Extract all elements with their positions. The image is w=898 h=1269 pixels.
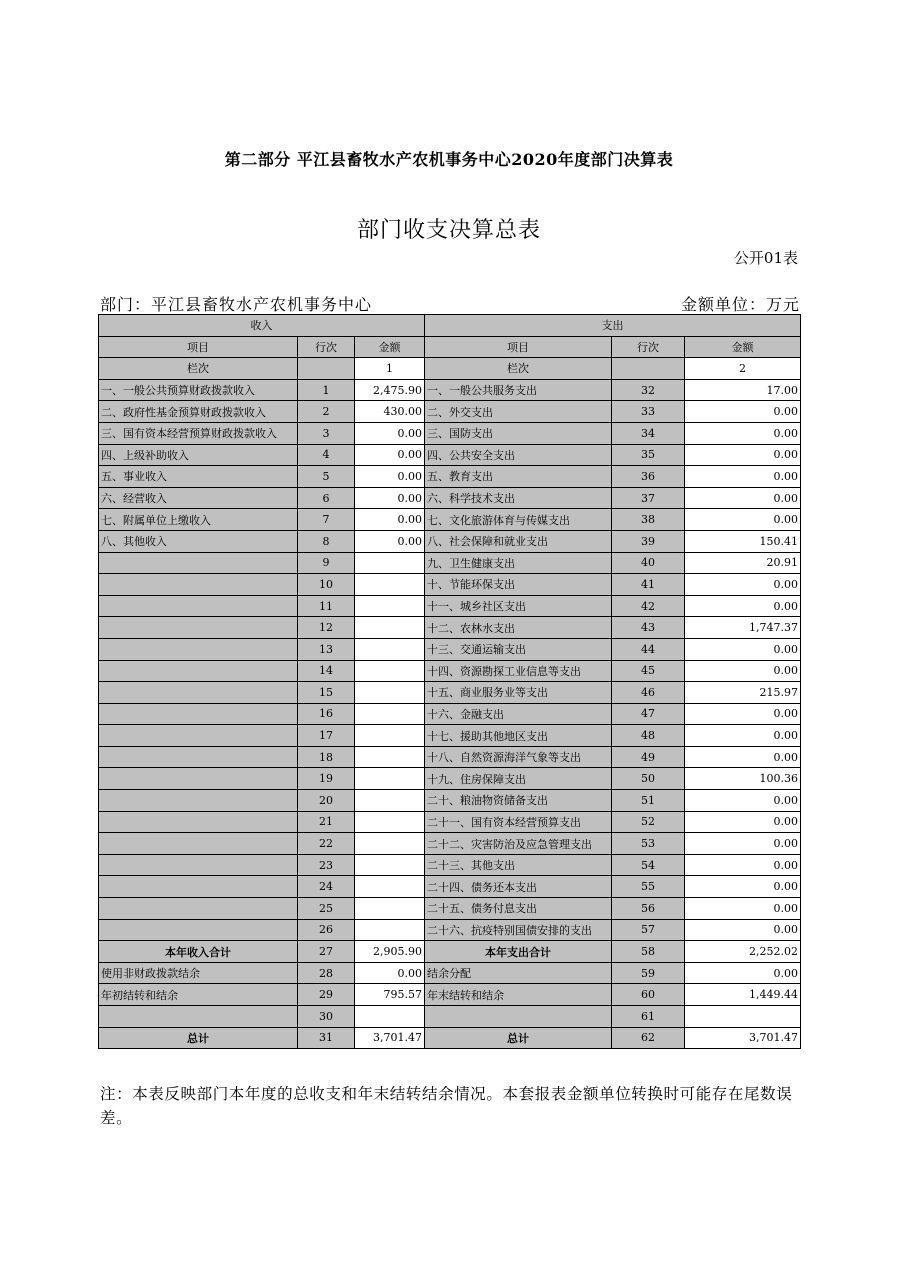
income-item [99,552,298,574]
table-row [99,660,801,682]
expense-item: 十二、农林水支出 [425,617,612,639]
income-amount [355,876,425,898]
expense-line: 53 [612,833,685,855]
income-item: 八、其他收入 [99,530,298,552]
income-amount [355,595,425,617]
income-amount: 2,475.90 [355,379,425,401]
table-row [99,898,801,920]
expense-item: 八、社会保障和就业支出 [425,530,612,552]
expense-amount: 150.41 [685,530,801,552]
expense-amount: 0.00 [685,574,801,596]
expense-item: 二十五、债务付息支出 [425,898,612,920]
expense-amount: 0.00 [685,854,801,876]
expense-line: 62 [612,1027,685,1049]
income-item [99,574,298,596]
expense-amount: 0.00 [685,898,801,920]
income-line: 6 [298,487,355,509]
index-no-income: 1 [355,358,425,380]
expense-amount: 1,449.44 [685,984,801,1006]
expense-item: 十四、资源勘探工业信息等支出 [425,660,612,682]
expense-amount: 100.36 [685,768,801,790]
income-line: 17 [298,725,355,747]
budget-summary-table [98,314,801,1049]
income-amount [355,854,425,876]
expense-amount: 0.00 [685,703,801,725]
expense-item: 十一、城乡社区支出 [425,595,612,617]
expense-amount: 1,747.37 [685,617,801,639]
expense-line: 42 [612,595,685,617]
table-row [99,833,801,855]
income-amount: 430.00 [355,401,425,423]
col-amount-income: 金额 [355,336,425,358]
table-row [99,1006,801,1028]
expense-item: 十五、商业服务业等支出 [425,682,612,704]
table-row [99,790,801,812]
expense-line: 36 [612,466,685,488]
income-line: 12 [298,617,355,639]
index-no-expense: 2 [685,358,801,380]
table-row [99,617,801,639]
expense-item: 十八、自然资源海洋气象等支出 [425,746,612,768]
expense-amount: 0.00 [685,466,801,488]
income-line: 5 [298,466,355,488]
income-line: 29 [298,984,355,1006]
grand-total-row [99,1027,801,1049]
table-group-header [99,315,801,337]
expense-line: 32 [612,379,685,401]
table-row [99,379,801,401]
index-label-expense: 栏次 [425,358,612,380]
income-amount: 0.00 [355,444,425,466]
income-item: 本年收入合计 [99,941,298,963]
table-row [99,552,801,574]
income-item [99,919,298,941]
col-item-expense: 项目 [425,336,612,358]
amount-unit-label: 金额单位：万元 [680,295,800,314]
income-item [99,746,298,768]
expense-line: 43 [612,617,685,639]
income-amount [355,768,425,790]
income-item [99,660,298,682]
expense-line: 37 [612,487,685,509]
income-amount: 0.00 [355,422,425,444]
expense-item: 总计 [425,1027,612,1049]
income-amount: 795.57 [355,984,425,1006]
income-amount [355,790,425,812]
part-title: 第二部分 平江县畜牧水产农机事务中心2020年度部门决算表 [224,150,674,169]
expense-amount: 0.00 [685,638,801,660]
table-row [99,811,801,833]
income-amount: 0.00 [355,962,425,984]
income-line: 14 [298,660,355,682]
expense-item: 年末结转和结余 [425,984,612,1006]
expense-item: 二十、粮油物资储备支出 [425,790,612,812]
column-index-row [99,358,801,380]
table-code: 公开01表 [733,249,798,267]
table-row [99,444,801,466]
table-row [99,746,801,768]
expense-amount: 3,701.47 [685,1027,801,1049]
income-item: 一、一般公共预算财政拨款收入 [99,379,298,401]
income-item [99,725,298,747]
income-line: 2 [298,401,355,423]
income-amount [355,660,425,682]
income-item [99,595,298,617]
expense-item: 十九、住房保障支出 [425,768,612,790]
income-amount: 0.00 [355,509,425,531]
index-blank-income [298,358,355,380]
expense-item: 六、科学技术支出 [425,487,612,509]
income-line: 28 [298,962,355,984]
expense-line: 55 [612,876,685,898]
expense-line: 50 [612,768,685,790]
expense-line: 34 [612,422,685,444]
table-row [99,919,801,941]
income-line: 31 [298,1027,355,1049]
table-row [99,984,801,1006]
expense-item: 二十二、灾害防治及应急管理支出 [425,833,612,855]
income-line: 21 [298,811,355,833]
expense-line: 54 [612,854,685,876]
income-amount [355,898,425,920]
income-item [99,1006,298,1028]
expense-item: 二十三、其他支出 [425,854,612,876]
income-line: 20 [298,790,355,812]
expense-item: 四、公共安全支出 [425,444,612,466]
income-header: 收入 [99,315,425,337]
income-item: 使用非财政拨款结余 [99,962,298,984]
expense-line: 48 [612,725,685,747]
income-amount [355,682,425,704]
income-line: 23 [298,854,355,876]
expense-line: 39 [612,530,685,552]
expense-amount [685,1006,801,1028]
expense-item: 十六、金融支出 [425,703,612,725]
index-blank-expense [612,358,685,380]
income-item [99,833,298,855]
expense-item: 二十六、抗疫特别国债安排的支出 [425,919,612,941]
expense-amount: 17.00 [685,379,801,401]
income-amount [355,1006,425,1028]
expense-line: 56 [612,898,685,920]
expense-line: 35 [612,444,685,466]
income-line: 4 [298,444,355,466]
expense-item: 十七、援助其他地区支出 [425,725,612,747]
expense-item: 七、文化旅游体育与传媒支出 [425,509,612,531]
income-amount [355,574,425,596]
expense-amount: 0.00 [685,790,801,812]
table-row [99,682,801,704]
expense-amount: 0.00 [685,962,801,984]
expense-amount: 0.00 [685,509,801,531]
income-line: 30 [298,1006,355,1028]
footnote: 注：本表反映部门本年度的总收支和年末结转结余情况。本套报表金额单位转换时可能存在尾数误差。 [100,1085,793,1127]
income-line: 19 [298,768,355,790]
income-amount [355,919,425,941]
expense-item: 二十一、国有资本经营预算支出 [425,811,612,833]
table-row [99,401,801,423]
table-row [99,574,801,596]
table-row [99,595,801,617]
expense-line: 45 [612,660,685,682]
income-item [99,898,298,920]
expense-line: 58 [612,941,685,963]
income-item [99,811,298,833]
income-item: 四、上级补助收入 [99,444,298,466]
col-item-income: 项目 [99,336,298,358]
expense-amount: 0.00 [685,595,801,617]
expense-amount: 0.00 [685,811,801,833]
income-amount [355,638,425,660]
table-row [99,487,801,509]
table-row [99,725,801,747]
income-line: 7 [298,509,355,531]
income-item [99,790,298,812]
expense-amount: 0.00 [685,401,801,423]
income-line: 24 [298,876,355,898]
income-item: 七、附属单位上缴收入 [99,509,298,531]
table-row [99,530,801,552]
table-row [99,509,801,531]
expense-item [425,1006,612,1028]
expense-amount: 0.00 [685,746,801,768]
expense-line: 33 [612,401,685,423]
income-amount [355,725,425,747]
expense-amount: 0.00 [685,919,801,941]
expense-item: 九、卫生健康支出 [425,552,612,574]
income-line: 8 [298,530,355,552]
expense-line: 60 [612,984,685,1006]
income-item [99,703,298,725]
table-row [99,466,801,488]
income-line: 27 [298,941,355,963]
expense-item: 本年支出合计 [425,941,612,963]
income-line: 15 [298,682,355,704]
income-item [99,617,298,639]
index-label-income: 栏次 [99,358,298,380]
expense-line: 40 [612,552,685,574]
expense-item: 一、一般公共服务支出 [425,379,612,401]
income-item [99,854,298,876]
year-total-row [99,941,801,963]
expense-line: 38 [612,509,685,531]
table-row [99,962,801,984]
expense-amount: 0.00 [685,660,801,682]
income-line: 3 [298,422,355,444]
income-line: 18 [298,746,355,768]
expense-item: 十、节能环保支出 [425,574,612,596]
expense-header: 支出 [425,315,801,337]
income-line: 9 [298,552,355,574]
expense-line: 47 [612,703,685,725]
income-amount [355,617,425,639]
department-label: 部门：平江县畜牧水产农机事务中心 [100,295,373,314]
income-item: 总计 [99,1027,298,1049]
income-item: 六、经营收入 [99,487,298,509]
expense-amount: 0.00 [685,444,801,466]
col-line-expense: 行次 [612,336,685,358]
income-item: 二、政府性基金预算财政拨款收入 [99,401,298,423]
income-amount: 0.00 [355,466,425,488]
table-row [99,854,801,876]
expense-item: 二十四、债务还本支出 [425,876,612,898]
expense-amount: 20.91 [685,552,801,574]
expense-item: 结余分配 [425,962,612,984]
income-line: 22 [298,833,355,855]
expense-line: 61 [612,1006,685,1028]
expense-amount: 0.00 [685,876,801,898]
expense-item: 十三、交通运输支出 [425,638,612,660]
income-line: 10 [298,574,355,596]
income-amount [355,811,425,833]
page-title: 部门收支决算总表 [356,218,541,243]
income-amount: 0.00 [355,487,425,509]
income-line: 1 [298,379,355,401]
col-line-income: 行次 [298,336,355,358]
income-amount [355,833,425,855]
expense-line: 46 [612,682,685,704]
income-item: 五、事业收入 [99,466,298,488]
income-item [99,682,298,704]
income-item: 三、国有资本经营预算财政拨款收入 [99,422,298,444]
income-line: 26 [298,919,355,941]
income-item [99,768,298,790]
expense-line: 59 [612,962,685,984]
expense-amount: 0.00 [685,422,801,444]
expense-amount: 0.00 [685,833,801,855]
expense-item: 二、外交支出 [425,401,612,423]
income-amount: 3,701.47 [355,1027,425,1049]
table-row [99,768,801,790]
expense-line: 57 [612,919,685,941]
expense-line: 41 [612,574,685,596]
income-line: 16 [298,703,355,725]
income-amount: 0.00 [355,530,425,552]
income-amount [355,746,425,768]
income-line: 25 [298,898,355,920]
expense-item: 五、教育支出 [425,466,612,488]
income-amount: 2,905.90 [355,941,425,963]
col-amount-expense: 金额 [685,336,801,358]
expense-amount: 2,252.02 [685,941,801,963]
income-amount [355,552,425,574]
table-column-header [99,336,801,358]
expense-line: 51 [612,790,685,812]
table-row [99,638,801,660]
expense-line: 52 [612,811,685,833]
income-item [99,638,298,660]
income-item [99,876,298,898]
expense-line: 49 [612,746,685,768]
table-row [99,703,801,725]
expense-amount: 0.00 [685,487,801,509]
expense-amount: 0.00 [685,725,801,747]
expense-item: 三、国防支出 [425,422,612,444]
income-item: 年初结转和结余 [99,984,298,1006]
table-row [99,876,801,898]
income-amount [355,703,425,725]
expense-amount: 215.97 [685,682,801,704]
expense-line: 44 [612,638,685,660]
income-line: 13 [298,638,355,660]
income-line: 11 [298,595,355,617]
table-row [99,422,801,444]
